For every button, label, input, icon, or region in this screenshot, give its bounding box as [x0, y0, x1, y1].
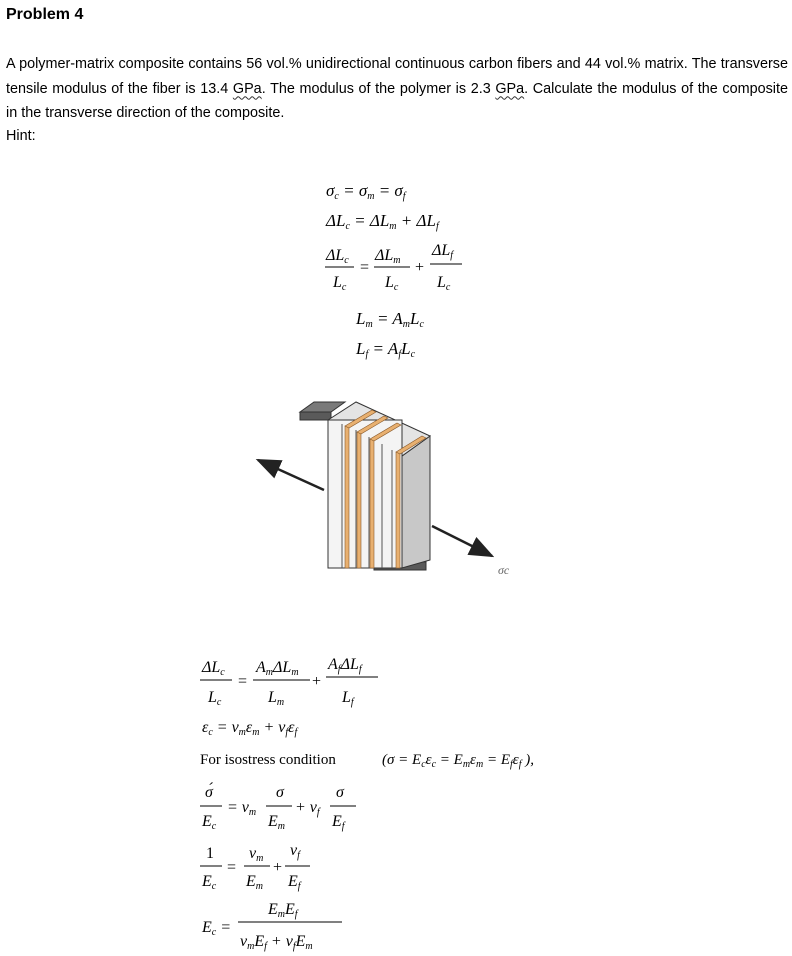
svg-text:=: = [360, 259, 370, 276]
svg-text:1: 1 [206, 845, 214, 862]
svg-text:σ: σ [336, 784, 344, 801]
svg-text:+: + [273, 859, 283, 876]
svg-text:AfΔLf: AfΔLf [328, 656, 362, 675]
svg-text:= vm: = vm [227, 799, 257, 818]
svg-text:Ef: Ef [288, 873, 301, 892]
svg-text:vm: vm [249, 845, 264, 864]
isostress-condition-line [200, 752, 534, 770]
composite-block-diagram [258, 402, 510, 577]
svg-text:vf: vf [290, 842, 300, 861]
svg-text:vmEf + vfEm: vmEf + vfEm [240, 933, 313, 952]
svg-text:σ: σ [276, 784, 284, 801]
svg-text:ΔLm: ΔLm [375, 247, 401, 266]
svg-text:Ef: Ef [332, 813, 345, 832]
svg-text:ΔLc: ΔLc [202, 659, 225, 678]
svg-text:Ec: Ec [202, 873, 217, 892]
svg-text:Lc: Lc [333, 274, 347, 293]
svg-text:εc = vmεm + vfεf: εc = vmεm + vfεf [202, 719, 298, 738]
svg-text:Em: Em [246, 873, 264, 892]
equation-lm [355, 309, 424, 330]
svg-text:ΔLf: ΔLf [432, 242, 454, 261]
svg-text:Lc: Lc [385, 274, 399, 293]
equation-area-fractions [200, 656, 378, 708]
svg-text:Lc: Lc [208, 689, 222, 708]
equation-strain-fractions [325, 242, 462, 293]
problem-title: Problem 4 [6, 6, 84, 23]
equation-isostress-stress [326, 181, 407, 202]
svg-text:+: + [312, 673, 322, 690]
problem-text-1: A polymer-matrix composite contains 56 vol.% unidirectional continuous carbon fibers and 44 vol.% matrix. The transverse tensile modulus of the fiber is 13.4 [6, 56, 788, 97]
svg-text:AmΔLm: AmΔLm [256, 659, 299, 678]
svg-text:ΔLc: ΔLc [326, 247, 349, 266]
svg-text:=: = [238, 673, 248, 690]
svg-text:=: = [227, 859, 237, 876]
svg-text:σc = σm = σf: σc = σm = σf [326, 181, 406, 202]
gpa-unit-1: GPa [232, 80, 262, 97]
svg-text:EmEf: EmEf [268, 901, 298, 920]
svg-text:ΔLc = ΔLm + ΔLf: ΔLc = ΔLm + ΔLf [326, 211, 439, 232]
condition-label: For isostress condition [200, 752, 336, 768]
svg-text:+ vf: + vf [295, 799, 320, 818]
right-arrow [432, 526, 492, 556]
equation-composite-modulus [201, 901, 342, 952]
svg-text:σ́: σ́ [205, 784, 213, 801]
problem-text-2: . The modulus of the polymer is 2.3 [261, 80, 496, 97]
svg-text:Lm = AmLc: Lm = AmLc [356, 309, 424, 330]
svg-text:Em: Em [268, 813, 286, 832]
svg-text:Ec: Ec [202, 813, 217, 832]
svg-text:(σ = Ecεc = Emεm = Efεf ),: ($\sigma = E_c\varepsilon_c = E_m\varepsilon_m = E_f\varepsilon_f$ ), [382, 752, 534, 770]
gpa-unit-2: GPa [495, 80, 525, 97]
hint-label: Hint: [6, 128, 36, 144]
svg-text:Ec =: Ec = [202, 919, 232, 938]
equation-length-sum [325, 211, 440, 232]
equation-lf [355, 339, 416, 360]
equation-reciprocal-modulus [200, 842, 310, 892]
svg-text:Lc: Lc [437, 274, 451, 293]
problem-text-3: . Calculate the modulus of the composite in the transverse direction of the composite. [6, 80, 788, 121]
left-arrow [258, 460, 324, 490]
svg-text:Lm: Lm [268, 689, 285, 708]
svg-text:Lf: Lf [342, 689, 354, 708]
sigma-c-label: σc [498, 563, 510, 577]
equation-stress-over-modulus [200, 781, 356, 832]
svg-text:Lf = AfLc: Lf = AfLc [356, 339, 416, 360]
svg-text:+: + [415, 259, 425, 276]
equation-strain-rule [202, 719, 298, 738]
